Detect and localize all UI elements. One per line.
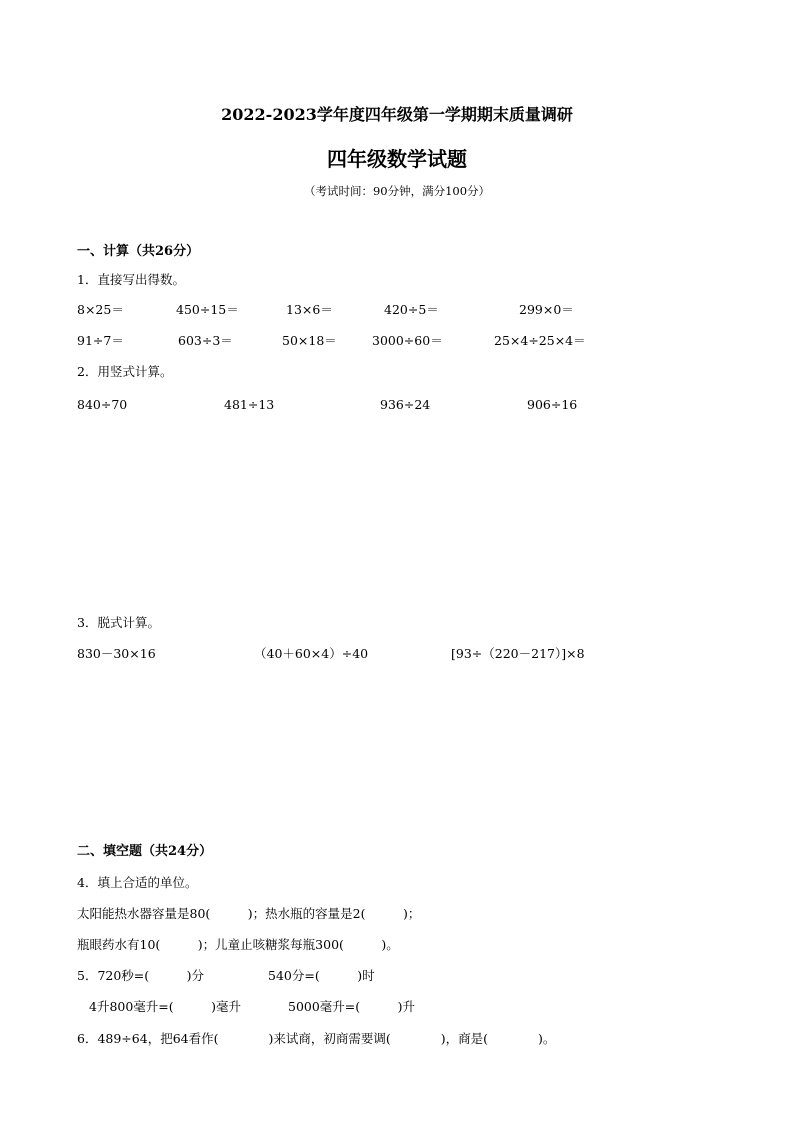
question-3-prompt: 3．脱式计算。 xyxy=(77,615,160,630)
question-5-item: 540分=( )时 xyxy=(268,968,375,983)
question-4-prompt: 4．填上合适的单位。 xyxy=(77,875,198,890)
question-1-prompt: 1．直接写出得数。 xyxy=(77,272,185,287)
section-2-heading: 二、填空题（共24分） xyxy=(77,844,213,859)
exam-title: 2022-2023学年度四年级第一学期期末质量调研 xyxy=(221,105,573,124)
question-5-item: 5000毫升=( )升 xyxy=(288,999,416,1014)
oral-calc-item: 25×4÷25×4＝ xyxy=(494,333,586,348)
section-1-heading: 一、计算（共26分） xyxy=(77,244,200,259)
oral-calc-item: 8×25＝ xyxy=(77,302,124,317)
oral-calc-item: 13×6＝ xyxy=(286,302,333,317)
oral-calc-item: 450÷15＝ xyxy=(176,302,239,317)
vertical-calc-item: 481÷13 xyxy=(224,397,275,412)
vertical-calc-item: 906÷16 xyxy=(527,397,578,412)
question-5-item: 5．720秒=( )分 xyxy=(77,968,205,983)
exam-subtitle: 四年级数学试题 xyxy=(327,147,467,171)
question-4-line: 瓶眼药水有10( )；儿童止咳糖浆每瓶300( )。 xyxy=(77,937,399,952)
oral-calc-item: 420÷5＝ xyxy=(384,302,439,317)
step-calc-item: [93÷（220－217）]×8 xyxy=(451,646,585,661)
exam-time-note: （考试时间：90分钟，满分100分） xyxy=(303,184,491,198)
step-calc-item: 830－30×16 xyxy=(77,646,156,661)
vertical-calc-item: 840÷70 xyxy=(77,397,128,412)
step-calc-item: （40＋60×4）÷40 xyxy=(254,646,369,661)
oral-calc-item: 91÷7＝ xyxy=(77,333,124,348)
question-2-prompt: 2．用竖式计算。 xyxy=(77,364,173,379)
question-4-line: 太阳能热水器容量是80( )；热水瓶的容量是2( )； xyxy=(77,906,421,921)
oral-calc-item: 299×0＝ xyxy=(519,302,574,317)
oral-calc-item: 603÷3＝ xyxy=(178,333,233,348)
oral-calc-item: 3000÷60＝ xyxy=(372,333,443,348)
question-5-item: 4升800毫升=( )毫升 xyxy=(89,999,242,1014)
vertical-calc-item: 936÷24 xyxy=(380,397,431,412)
oral-calc-item: 50×18＝ xyxy=(282,333,337,348)
question-6-text: 6．489÷64，把64看作( )来试商，初商需要调( )，商是( )。 xyxy=(77,1031,556,1046)
